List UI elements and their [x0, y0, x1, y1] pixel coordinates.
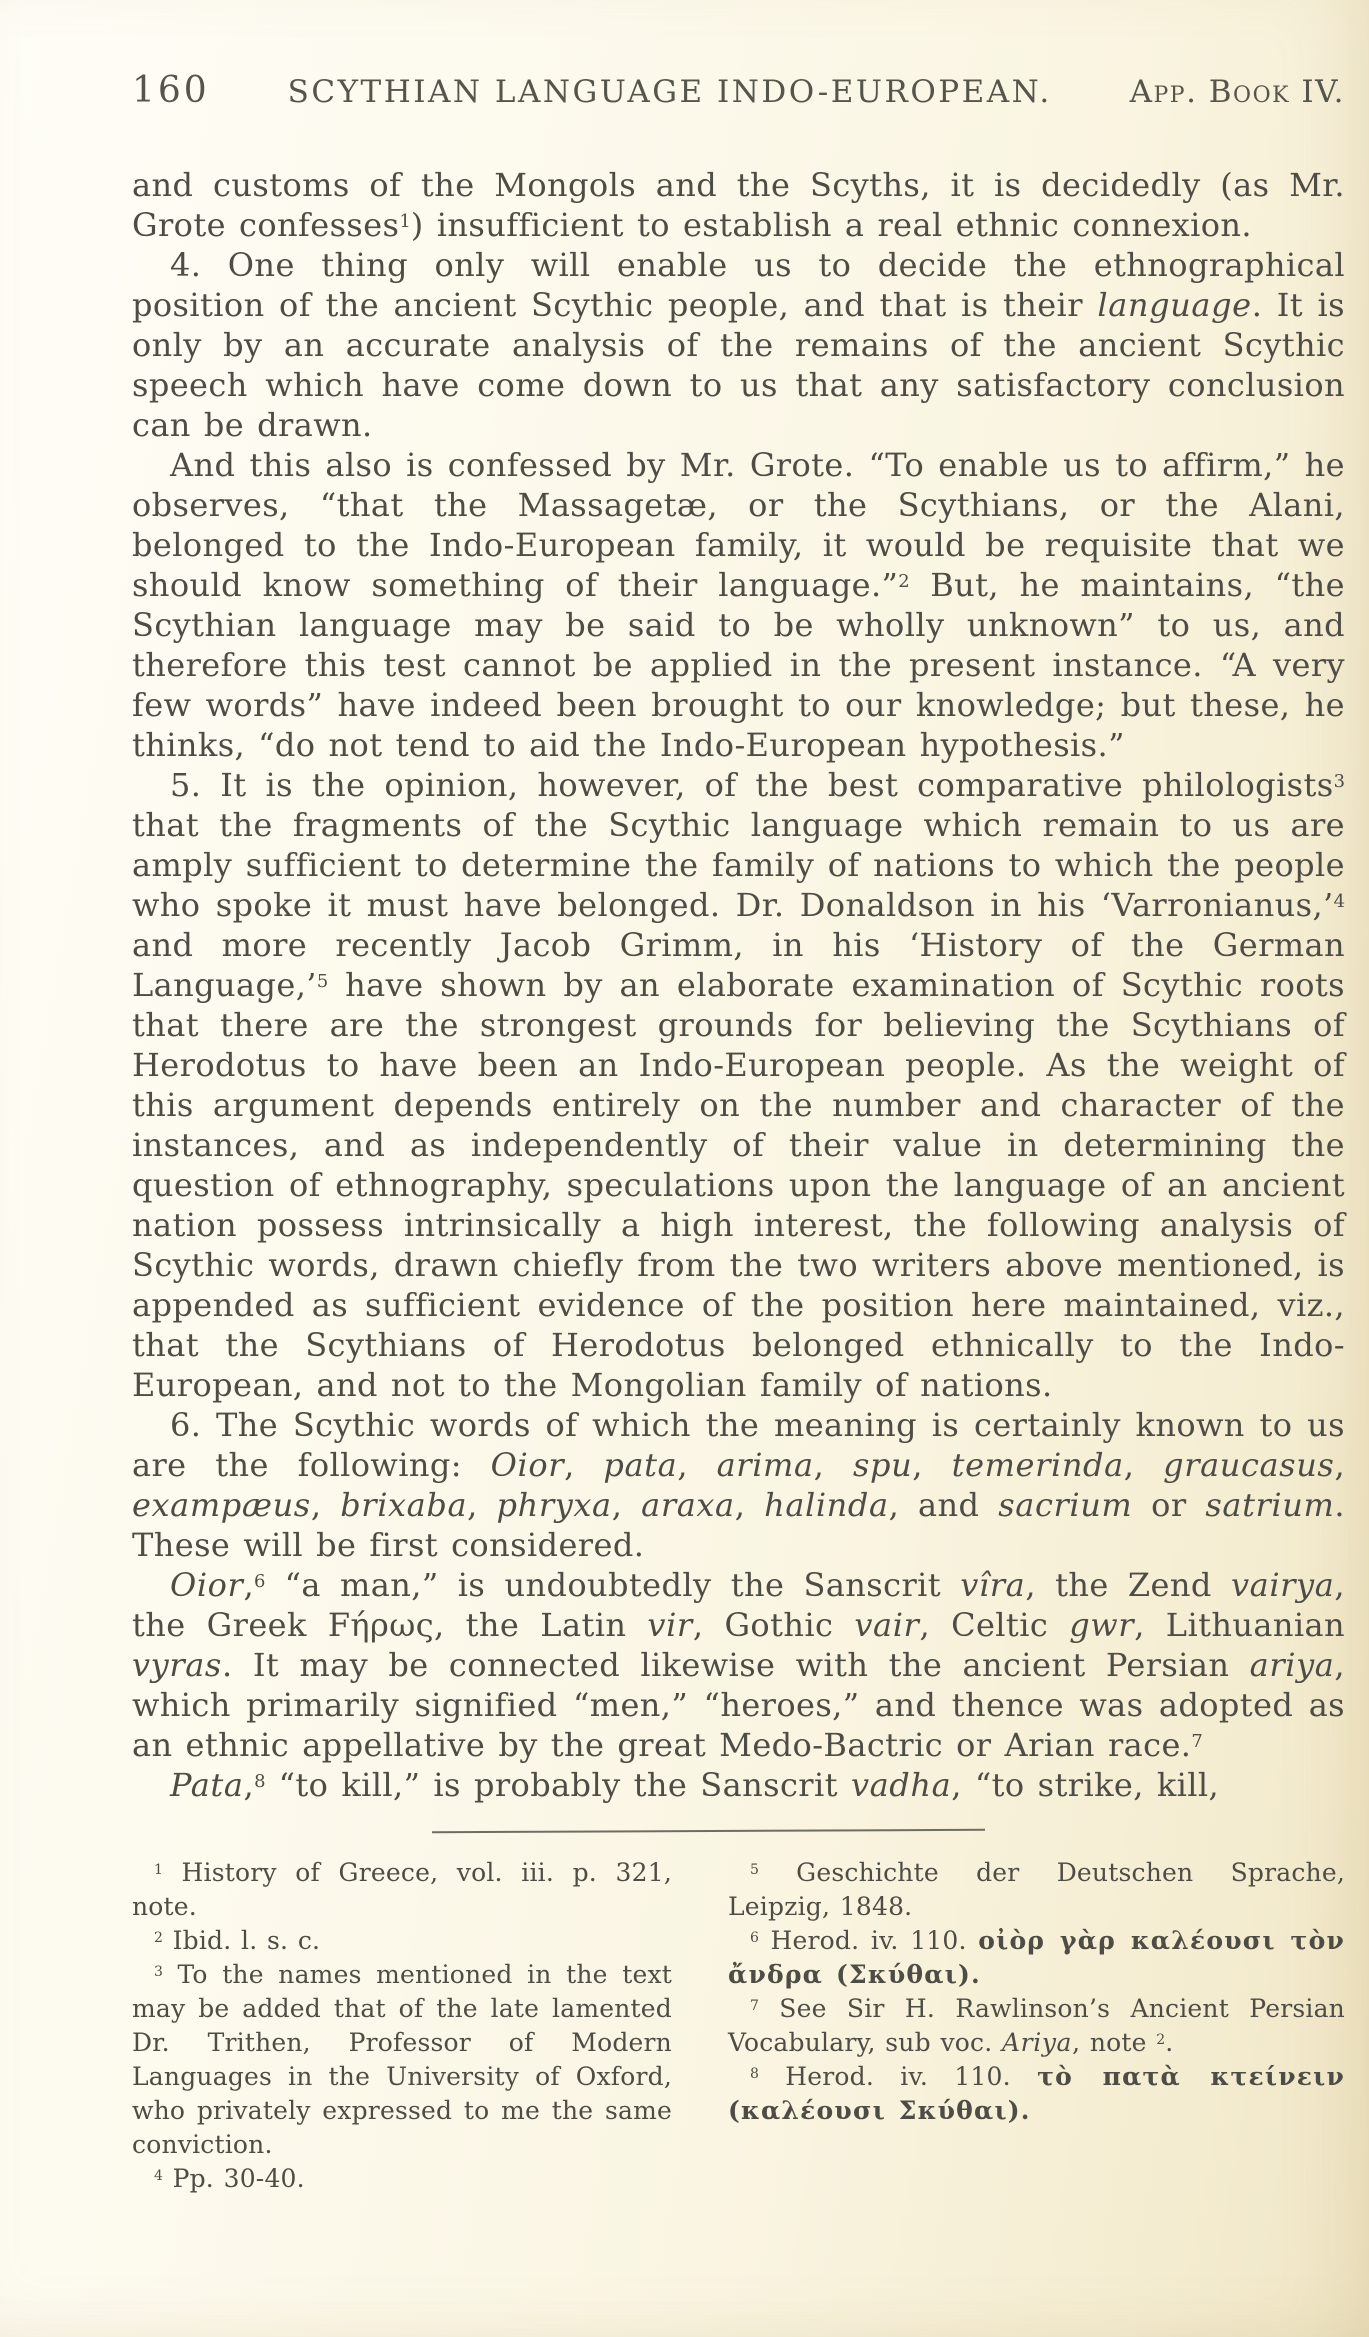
- paragraph: Pata,$^8$ “to kill,” is probably the Sanscrit vadha, “to strike, kill,: [170, 1766, 1220, 1804]
- footnote: $^4$ Pp. 30-40.: [154, 2164, 305, 2193]
- page-header: [132, 70, 1345, 111]
- footnote: $^6$ Herod. iv. 110. οἰὸρ γὰρ καλέουσι τὸν ἄνδρα (Σκύθαι).: [728, 1926, 1345, 1989]
- book-reference: App. Book IV.: [1129, 74, 1345, 110]
- paragraph: and customs of the Mongols and the Scyths, it is decidedly (as Mr. Grote confesses$^1$) insufficient to establish a real ethnic connexion.: [132, 166, 1345, 244]
- footnotes-right-column: [728, 1856, 1345, 2196]
- paragraph: 4. One thing only will enable us to decide the ethnographical position of the ancient Scythic people, and that is their language. It is only by an accurate analysis of the remains of the ancient Scythic speech which have come down to us that any satisfactory conclusion can be drawn.: [132, 246, 1345, 444]
- footnote-divider: [432, 1829, 985, 1833]
- footnotes: [132, 1856, 1345, 2196]
- footnote: $^7$ See Sir H. Rawlinson’s Ancient Persian Vocabulary, sub voc. Ariya, note $^2$.: [728, 1994, 1345, 2057]
- footnotes-left-column: [132, 1856, 672, 2196]
- footnote: $^2$ Ibid. l. s. c.: [154, 1926, 321, 1955]
- paragraph: 5. It is the opinion, however, of the best comparative philologists$^3$ that the fragments of the Scythic language which remain to us are amply sufficient to determine the family of nations to which the people who spoke it must have belonged. Dr. Donaldson in his ‘Varronianus,’$^4$ and more recently Jacob Grimm, in his ‘History of the German Language,’$^5$ have shown by an elaborate examination of Scythic roots that there are the strongest grounds for believing the Scythians of Herodotus to have been an Indo-European people. As the weight of this argument depends entirely on the number and character of the instances, and as independently of their value in determining the question of ethnography, speculations upon the language of an ancient nation possess intrinsically a high interest, the following analysis of Scythic words, drawn chiefly from the two writers above mentioned, is appended as sufficient evidence of the position here maintained, viz., that the Scythians of Herodotus belonged ethnically to the Indo-European, and not to the Mongolian family of nations.: [132, 766, 1345, 1404]
- footnote: $^5$ Geschichte der Deutschen Sprache, Leipzig, 1848.: [728, 1858, 1345, 1921]
- footnote: $^8$ Herod. iv. 110. τὸ πατὰ κτείνειν (καλέουσι Σκύθαι).: [728, 2062, 1345, 2125]
- paragraph: Oior,$^6$ “a man,” is undoubtedly the Sanscrit vîra, the Zend vairya, the Greek Fήρως, the Latin vir, Gothic vair, Celtic gwr, Lithuanian vyras. It may be connected likewise with the ancient Persian ariya, which primarily signified “men,” “heroes,” and thence was adopted as an ethnic appellative by the great Medo-Bactric or Arian race.$^7$: [132, 1566, 1345, 1764]
- paragraph: 6. The Scythic words of which the meaning is certainly known to us are the following: Oior, pata, arima, spu, temerinda, graucasus, exampæus, brixaba, phryxa, araxa, halinda, and sacrium or satrium. These will be first considered.: [132, 1406, 1346, 1564]
- footnote: $^3$ To the names mentioned in the text may be added that of the late lamented Dr. Trithen, Professor of Modern Languages in the University of Oxford, who privately expressed to me the same conviction.: [132, 1960, 672, 2159]
- body-text: [132, 165, 1345, 1805]
- running-title: SCYTHIAN LANGUAGE INDO-EUROPEAN.: [287, 74, 1052, 110]
- footnote: $^1$ History of Greece, vol. iii. p. 321, note.: [132, 1858, 672, 1921]
- paragraph: And this also is confessed by Mr. Grote. “To enable us to affirm,” he observes, “that the Massagetæ, or the Scythians, or the Alani, belonged to the Indo-European family, it would be requisite that we should know something of their language.”$^2$ But, he maintains, “the Scythian language may be said to be wholly unknown” to us, and therefore this test cannot be applied in the present instance. “A very few words” have indeed been brought to our knowledge; but these, he thinks, “do not tend to aid the Indo-European hypothesis.”: [132, 446, 1345, 764]
- page-number: 160: [132, 70, 210, 111]
